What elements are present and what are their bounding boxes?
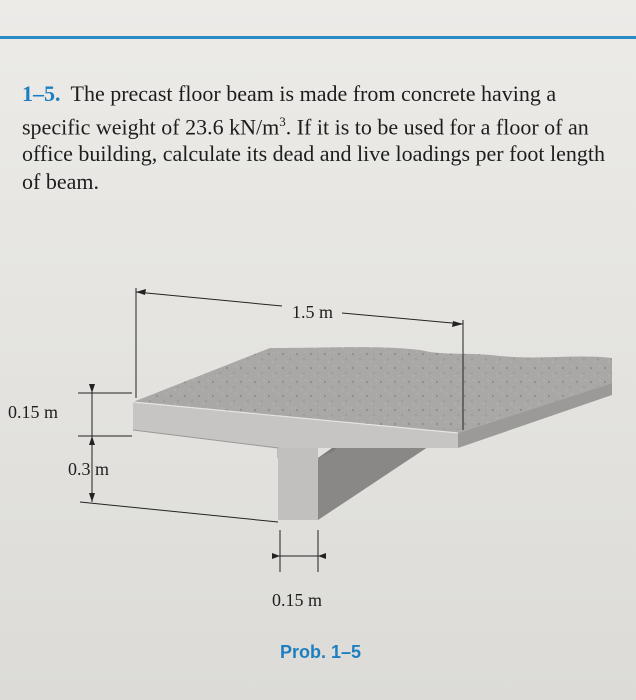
bleed-through-text <box>40 2 46 25</box>
problem-text-1: The precast floor beam is made from concrete having a specific weight of 23.6 kN/m <box>22 81 557 139</box>
problem-superscript: 3 <box>279 113 286 129</box>
problem-statement <box>22 80 622 195</box>
dim-flange-label: 0.15 m <box>8 402 59 422</box>
top-rule <box>0 36 636 39</box>
dim-web-width-label: 0.15 m <box>272 590 323 610</box>
web-front <box>278 448 318 520</box>
dimension-web-width <box>272 530 326 610</box>
dim-width-label: 1.5 m <box>292 302 334 322</box>
dim-web-depth-label: 0.3 m <box>68 459 110 479</box>
figure-caption: Prob. 1–5 <box>280 642 362 662</box>
problem-text-2: . If it is to be used for a floor of an office building, calculate its dead and live loadings per foot length of beam. <box>22 113 606 194</box>
beam-figure <box>0 260 636 640</box>
problem-number: 1–5. <box>22 81 61 106</box>
